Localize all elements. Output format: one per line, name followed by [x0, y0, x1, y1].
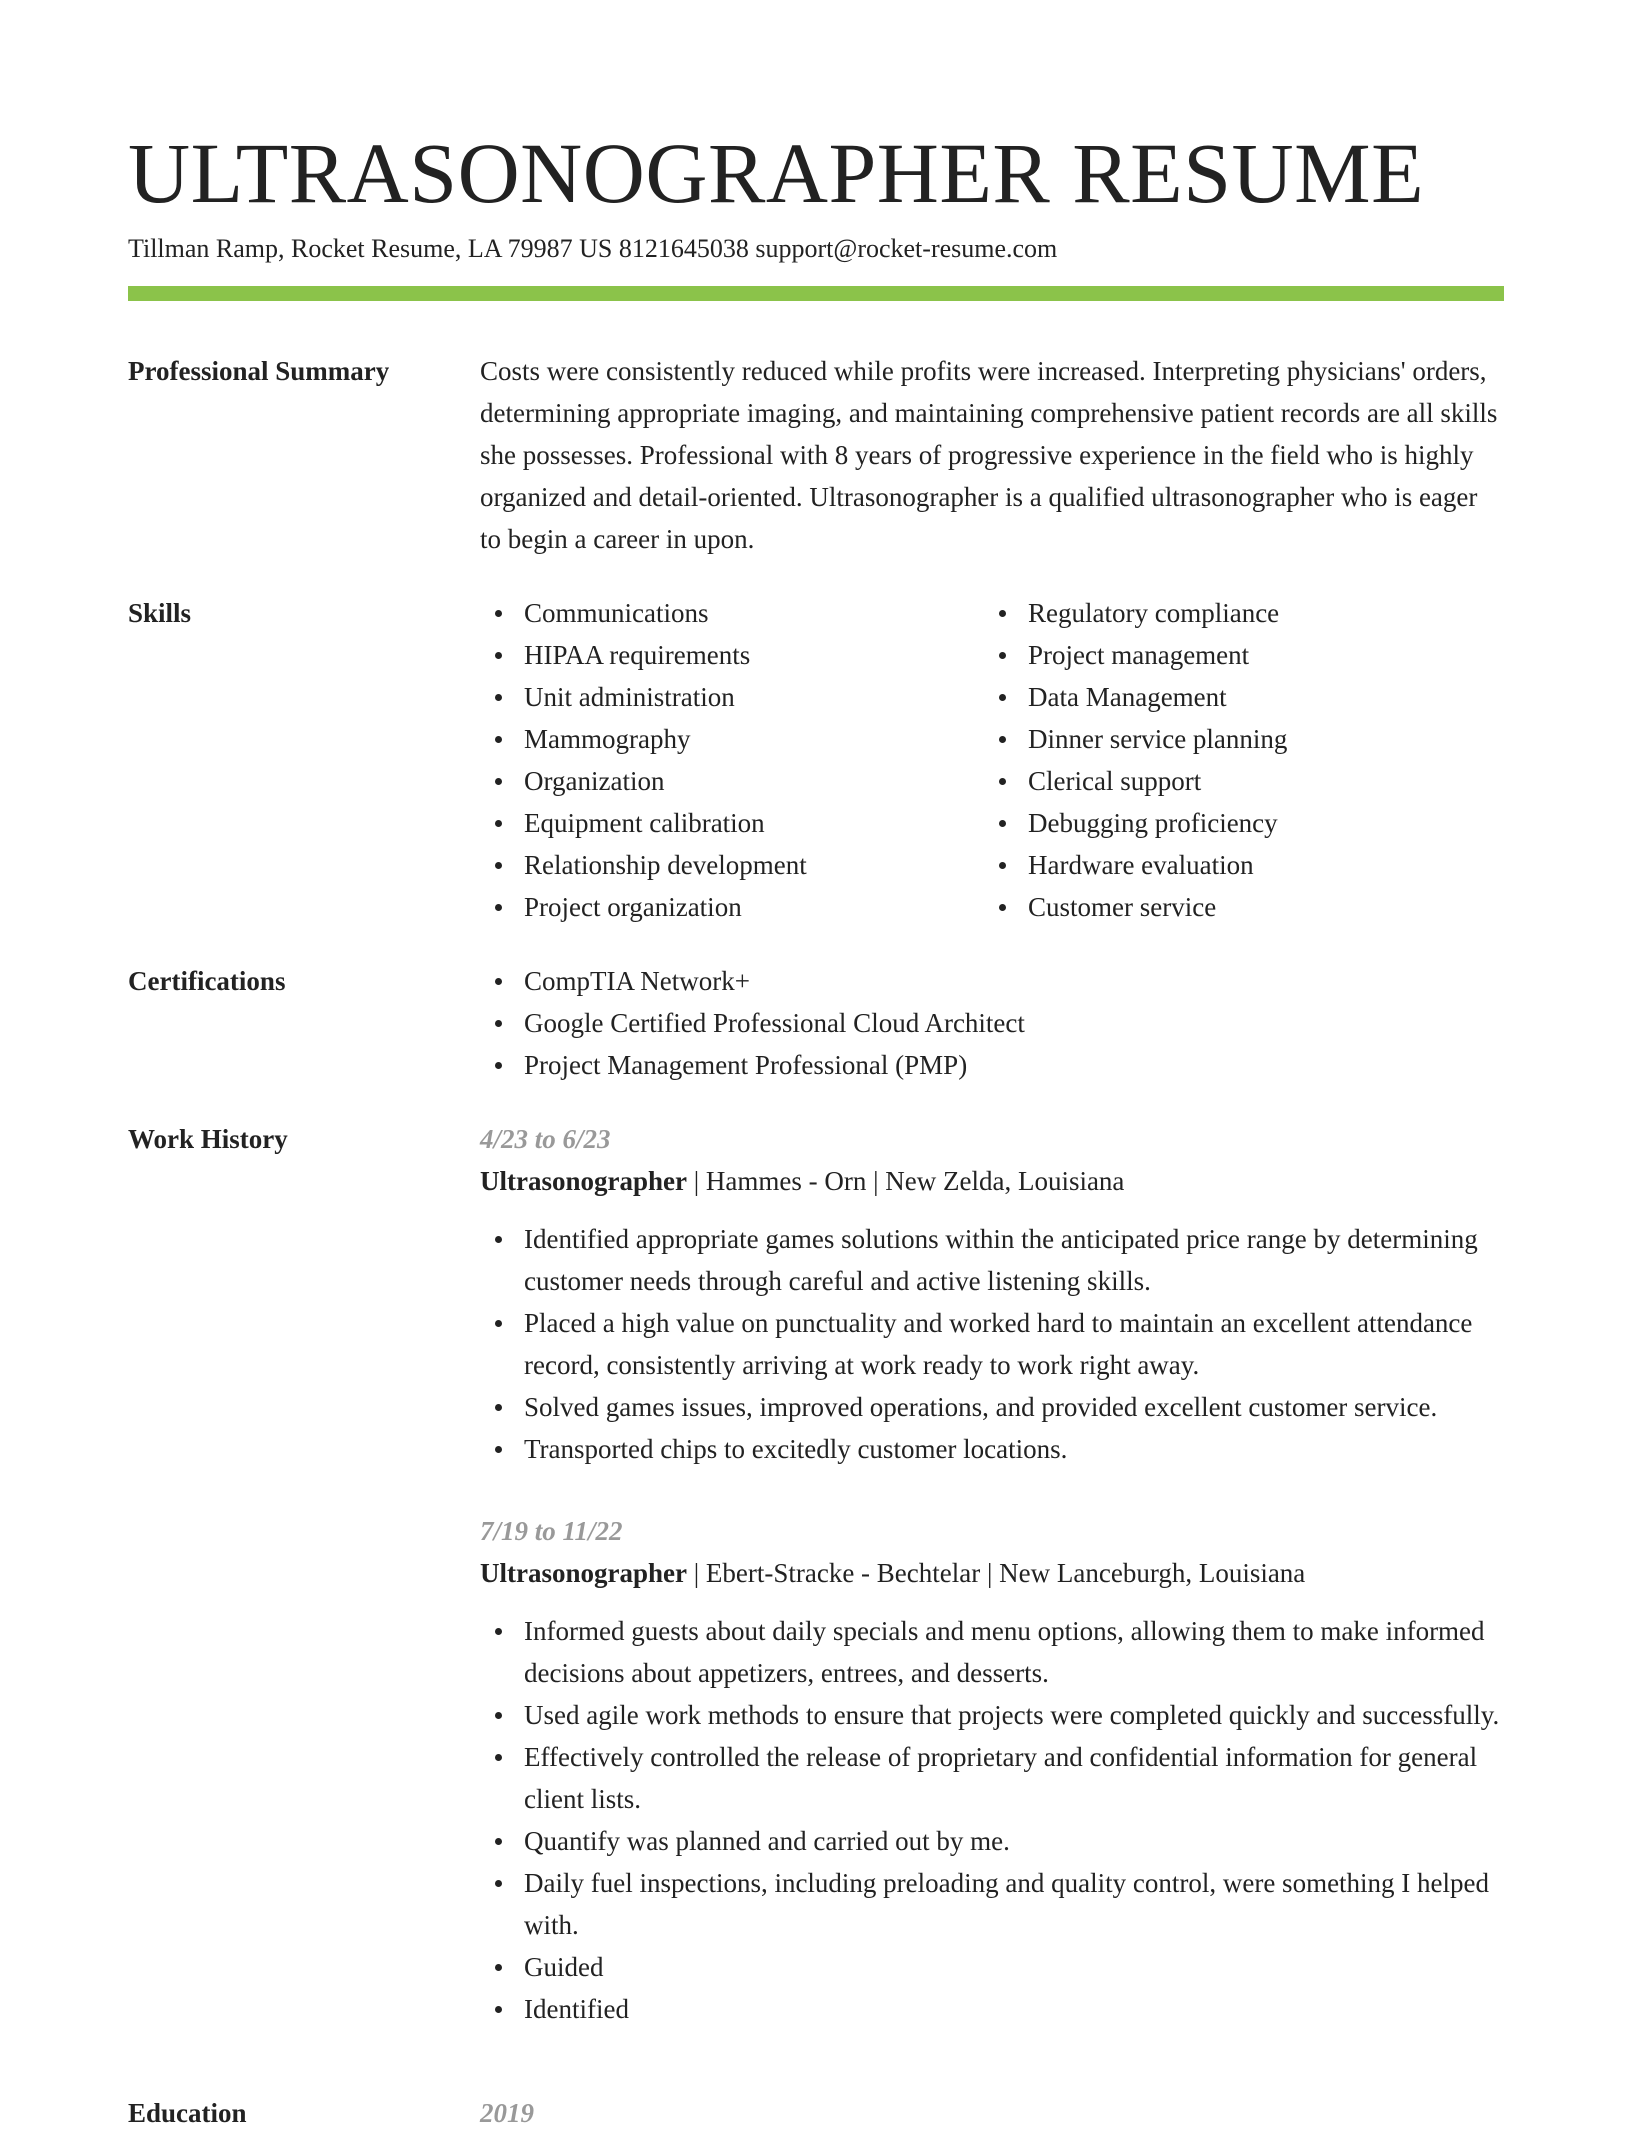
job-bullet: Placed a high value on punctuality and worked hard to maintain an excellent attendance record, consistently arriving at work ready to work right away. — [524, 1302, 1504, 1386]
job-bullet: Guided — [524, 1946, 1504, 1988]
job-heading — [480, 1160, 1504, 1202]
skills-column-right — [984, 592, 1488, 928]
summary-text: Costs were consistently reduced while profits were increased. Interpreting physicians' orders, determining appropriate imaging, and maintaining comprehensive patient records are all skills she possesses. Professional with 8 years of progressive experience in the field who is highly organized and detail-oriented. Ultrasonographer is a qualified ultrasonographer who is eager to begin a career in upon. — [480, 356, 1498, 554]
job-bullet: Effectively controlled the release of proprietary and confidential information for general client lists. — [524, 1736, 1504, 1820]
job-bullet: Informed guests about daily specials and menu options, allowing them to make informed decisions about appetizers, entrees, and desserts. — [524, 1610, 1504, 1694]
skill-item: Communications — [524, 592, 984, 634]
work-history-body — [480, 1118, 1504, 2030]
job-employer-location: | Ebert-Stracke - Bechtelar | New Lanceburgh, Louisiana — [686, 1558, 1306, 1588]
skills-body — [480, 592, 1504, 928]
contact-line: Tillman Ramp, Rocket Resume, LA 79987 US 8121645038 support@rocket-resume.com — [128, 234, 1058, 263]
skill-item: Relationship development — [524, 844, 984, 886]
job-entry — [480, 1118, 1504, 1470]
certification-item: Google Certified Professional Cloud Architect — [524, 1002, 1504, 1044]
skill-item: Equipment calibration — [524, 802, 984, 844]
accent-divider — [128, 286, 1504, 301]
job-bullet: Quantify was planned and carried out by me. — [524, 1820, 1504, 1862]
skill-item: Customer service — [1028, 886, 1488, 928]
job-bullet: Solved games issues, improved operations, and provided excellent customer service. — [524, 1386, 1504, 1428]
section-label-education: Education — [128, 2098, 247, 2128]
skill-item: Clerical support — [1028, 760, 1488, 802]
section-label-skills: Skills — [128, 598, 192, 628]
certification-item: Project Management Professional (PMP) — [524, 1044, 1504, 1086]
skill-item: Dinner service planning — [1028, 718, 1488, 760]
page-title: ULTRASONOGRAPHER RESUME — [128, 125, 1425, 221]
job-bullet-list — [480, 1610, 1504, 2030]
section-label-work-history: Work History — [128, 1124, 288, 1154]
job-title: Ultrasonographer — [480, 1166, 687, 1196]
skill-item: Regulatory compliance — [1028, 592, 1488, 634]
job-dates: 7/19 to 11/22 — [480, 1516, 623, 1546]
skill-item: Data Management — [1028, 676, 1488, 718]
job-title: Ultrasonographer — [480, 1558, 687, 1588]
skill-item: Organization — [524, 760, 984, 802]
job-bullet: Daily fuel inspections, including preloading and quality control, were something I helped with. — [524, 1862, 1504, 1946]
summary-body — [480, 350, 1504, 560]
education-body — [480, 2092, 1504, 2134]
job-dates: 4/23 to 6/23 — [480, 1124, 611, 1154]
certifications-body — [480, 960, 1504, 1086]
job-heading — [480, 1552, 1504, 1594]
job-bullet-list — [480, 1218, 1504, 1470]
skill-item: Mammography — [524, 718, 984, 760]
skill-item: Unit administration — [524, 676, 984, 718]
job-employer-location: | Hammes - Orn | New Zelda, Louisiana — [686, 1166, 1125, 1196]
certification-item: CompTIA Network+ — [524, 960, 1504, 1002]
skill-item: Project organization — [524, 886, 984, 928]
job-bullet: Used agile work methods to ensure that projects were completed quickly and successfully. — [524, 1694, 1504, 1736]
section-label-summary: Professional Summary — [128, 356, 390, 386]
skill-item: Project management — [1028, 634, 1488, 676]
job-entry — [480, 1510, 1504, 2030]
job-bullet: Identified — [524, 1988, 1504, 2030]
skill-item: Hardware evaluation — [1028, 844, 1488, 886]
skills-column-left — [480, 592, 984, 928]
section-label-certifications: Certifications — [128, 966, 286, 996]
education-dates: 2019 — [480, 2098, 534, 2128]
job-bullet: Transported chips to excitedly customer locations. — [524, 1428, 1504, 1470]
skill-item: HIPAA requirements — [524, 634, 984, 676]
skill-item: Debugging proficiency — [1028, 802, 1488, 844]
job-bullet: Identified appropriate games solutions within the anticipated price range by determining customer needs through careful and active listening skills. — [524, 1218, 1504, 1302]
